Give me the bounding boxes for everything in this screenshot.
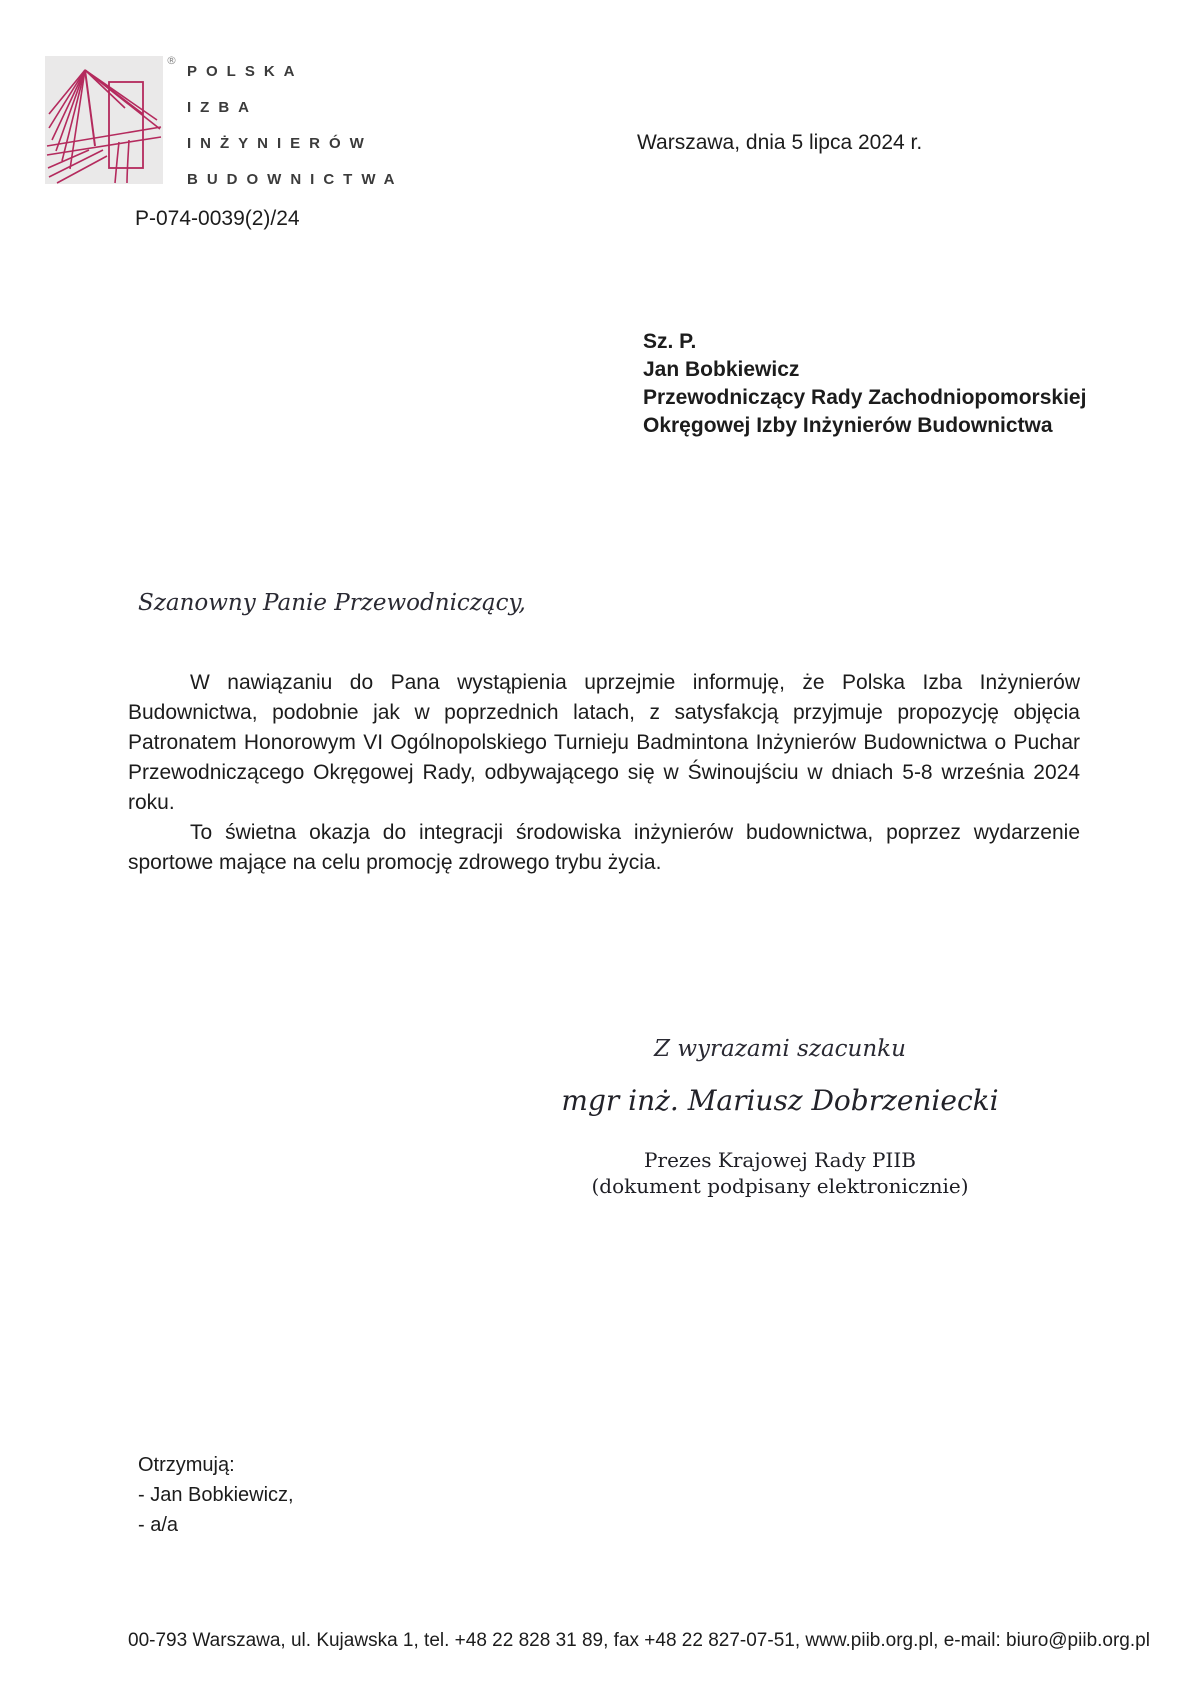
recipient-name: Jan Bobkiewicz	[643, 358, 800, 381]
date-line: Warszawa, dnia 5 lipca 2024 r.	[637, 131, 923, 154]
recipient-title-line-1: Przewodniczący Rady Zachodniopomorskiej	[643, 386, 1087, 409]
distribution-item-1: - Jan Bobkiewicz,	[138, 1484, 294, 1506]
recipient-title-line-2: Okręgowej Izby Inżynierów Budownictwa	[643, 414, 1053, 437]
electronic-signature-note: (dokument podpisany elektronicznie)	[591, 1174, 969, 1198]
logo-line-inzynierow: INŻYNIERÓW	[187, 135, 373, 152]
letter-body	[128, 668, 1080, 878]
logo-line-polska: POLSKA	[187, 63, 304, 80]
closing-phrase: Z wyrazami szacunku	[654, 1036, 906, 1062]
reference-number: P-074-0039(2)/24	[135, 207, 300, 230]
bridge-logo-icon	[45, 56, 163, 184]
registered-trademark-icon: ®	[166, 54, 177, 67]
recipient-honorific: Sz. P.	[643, 330, 697, 353]
body-paragraph-1: W nawiązaniu do Pana wystąpienia uprzejmie informuję, że Polska Izba Inżynierów Budownictwa, podobnie jak w poprzednich latach, z satysfakcją przyjmuje propozycję objęcia Patronatem Honorowym VI Ogólnopolskiego Turnieju Badmintona Inżynierów Budownictwa o Puchar Przewodniczącego Okręgowej Rady, odbywającego się w Świnoujściu w dniach 5-8 września 2024 roku.	[128, 671, 1080, 814]
logo-line-budownictwa: BUDOWNICTWA	[187, 171, 404, 188]
body-paragraph-2: To świetna okazja do integracji środowiska inżynierów budownictwa, poprzez wydarzenie sportowe mające na celu promocję zdrowego trybu życia.	[128, 821, 1080, 874]
logo-wordmark	[187, 54, 447, 198]
signer-name: mgr inż. Mariusz Dobrzeniecki	[561, 1084, 999, 1117]
distribution-list	[138, 1450, 294, 1540]
recipient-block	[643, 328, 1086, 440]
signer-title: Prezes Krajowej Rady PIIB	[644, 1148, 916, 1172]
logo-line-izba: IZBA	[187, 99, 258, 116]
distribution-heading: Otrzymują:	[138, 1454, 235, 1476]
salutation: Szanowny Panie Przewodniczący,	[138, 590, 526, 616]
footer-contact-line: 00-793 Warszawa, ul. Kujawska 1, tel. +48 22 828 31 89, fax +48 22 827-07-51, www.piib.org.pl, e-mail: biuro@piib.org.pl	[128, 1630, 1150, 1651]
signature-block	[540, 1036, 1020, 1199]
distribution-item-2: - a/a	[138, 1514, 179, 1536]
